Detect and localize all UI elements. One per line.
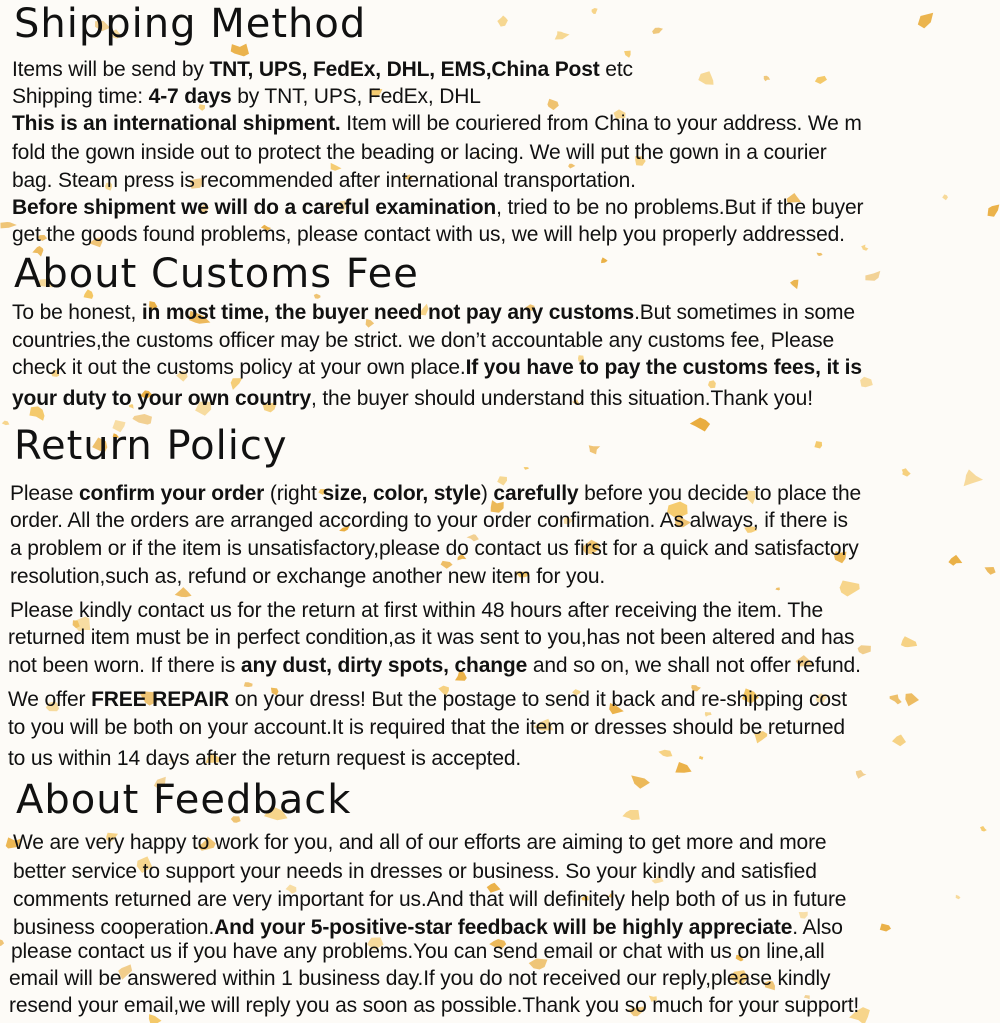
feedback-line-6: email will be answered within 1 business day.If you do not received our reply,please kindly: [9, 967, 831, 990]
customs-line-4: your duty to your own country, the buyer should understand this situation.Thank you!: [12, 387, 813, 410]
shipping-line-5: bag. Steam press is recommended after international transportation.: [12, 169, 636, 192]
shipping-line-3: This is an international shipment. Item will be couriered from China to your address. We m: [12, 112, 862, 135]
customs-line-3: check it out the customs policy at your own place.If you have to pay the customs fees, it is: [12, 356, 862, 379]
returns-line-3: a problem or if the item is unsatisfactory,please do contact us first for a quick and satisfactory: [10, 537, 859, 560]
returns-line-8: We offer FREE REPAIR on your dress! But the postage to send it back and re-shipping cost: [8, 688, 847, 711]
returns-line-7: not been worn. If there is any dust, dirty spots, change and so on, we shall not offer refund.: [8, 654, 861, 677]
shipping-line-6: Before shipment we will do a careful examination, tried to be no problems.But if the buyer: [12, 196, 864, 219]
returns-line-1: Please confirm your order (right size, color, style) carefully before you decide to place the: [10, 482, 862, 505]
shipping-method-heading: Shipping Method: [14, 1, 367, 47]
customs-line-2: countries,the customs officer may be strict. we don’t accountable any customs fee, Please: [12, 329, 835, 352]
feedback-line-5: please contact us if you have any problems.You can send email or chat with us on line,all: [11, 940, 825, 963]
customs-fee-heading: About Customs Fee: [14, 251, 419, 297]
returns-line-2: order. All the orders are arranged according to your order confirmation. As always, if there is: [10, 509, 848, 532]
return-policy-heading: Return Policy: [14, 423, 288, 469]
shipping-line-2: Shipping time: 4-7 days by TNT, UPS, FedEx, DHL: [12, 85, 481, 108]
feedback-heading: About Feedback: [16, 777, 352, 823]
returns-line-4: resolution,such as, refund or exchange another new item for you.: [10, 565, 606, 588]
feedback-line-2: better service to support your needs in dresses or business. So your kindly and satisfied: [13, 860, 817, 883]
customs-line-1: To be honest, in most time, the buyer need not pay any customs.But sometimes in some: [12, 301, 855, 324]
feedback-line-3: comments returned are very important for us.And that will definitely help both of us in future: [13, 888, 847, 911]
returns-line-10: to us within 14 days after the return request is accepted.: [8, 747, 522, 770]
feedback-line-1: We are very happy to work for you, and all of our efforts are aiming to get more and more: [13, 831, 827, 854]
shipping-line-1: Items will be send by TNT, UPS, FedEx, DHL, EMS,China Post etc: [12, 58, 633, 81]
shipping-line-4: fold the gown inside out to protect the beading or lacing. We will put the gown in a courier: [12, 141, 827, 164]
shipping-line-7: get the goods found problems, please contact with us, we will help you properly addressed.: [12, 223, 845, 246]
feedback-line-7: resend your email,we will reply you as soon as possible.Thank you so much for your support!: [9, 994, 860, 1017]
returns-line-9: to you will be both on your account.It is required that the item or dresses should be returned: [8, 716, 845, 739]
feedback-line-4: business cooperation.And your 5-positive-star feedback will be highly appreciate. Also: [13, 916, 843, 939]
returns-line-6: returned item must be in perfect condition,as it was sent to you,has not been altered and has: [8, 626, 855, 649]
returns-line-5: Please kindly contact us for the return at first within 48 hours after receiving the item. The: [10, 599, 824, 622]
